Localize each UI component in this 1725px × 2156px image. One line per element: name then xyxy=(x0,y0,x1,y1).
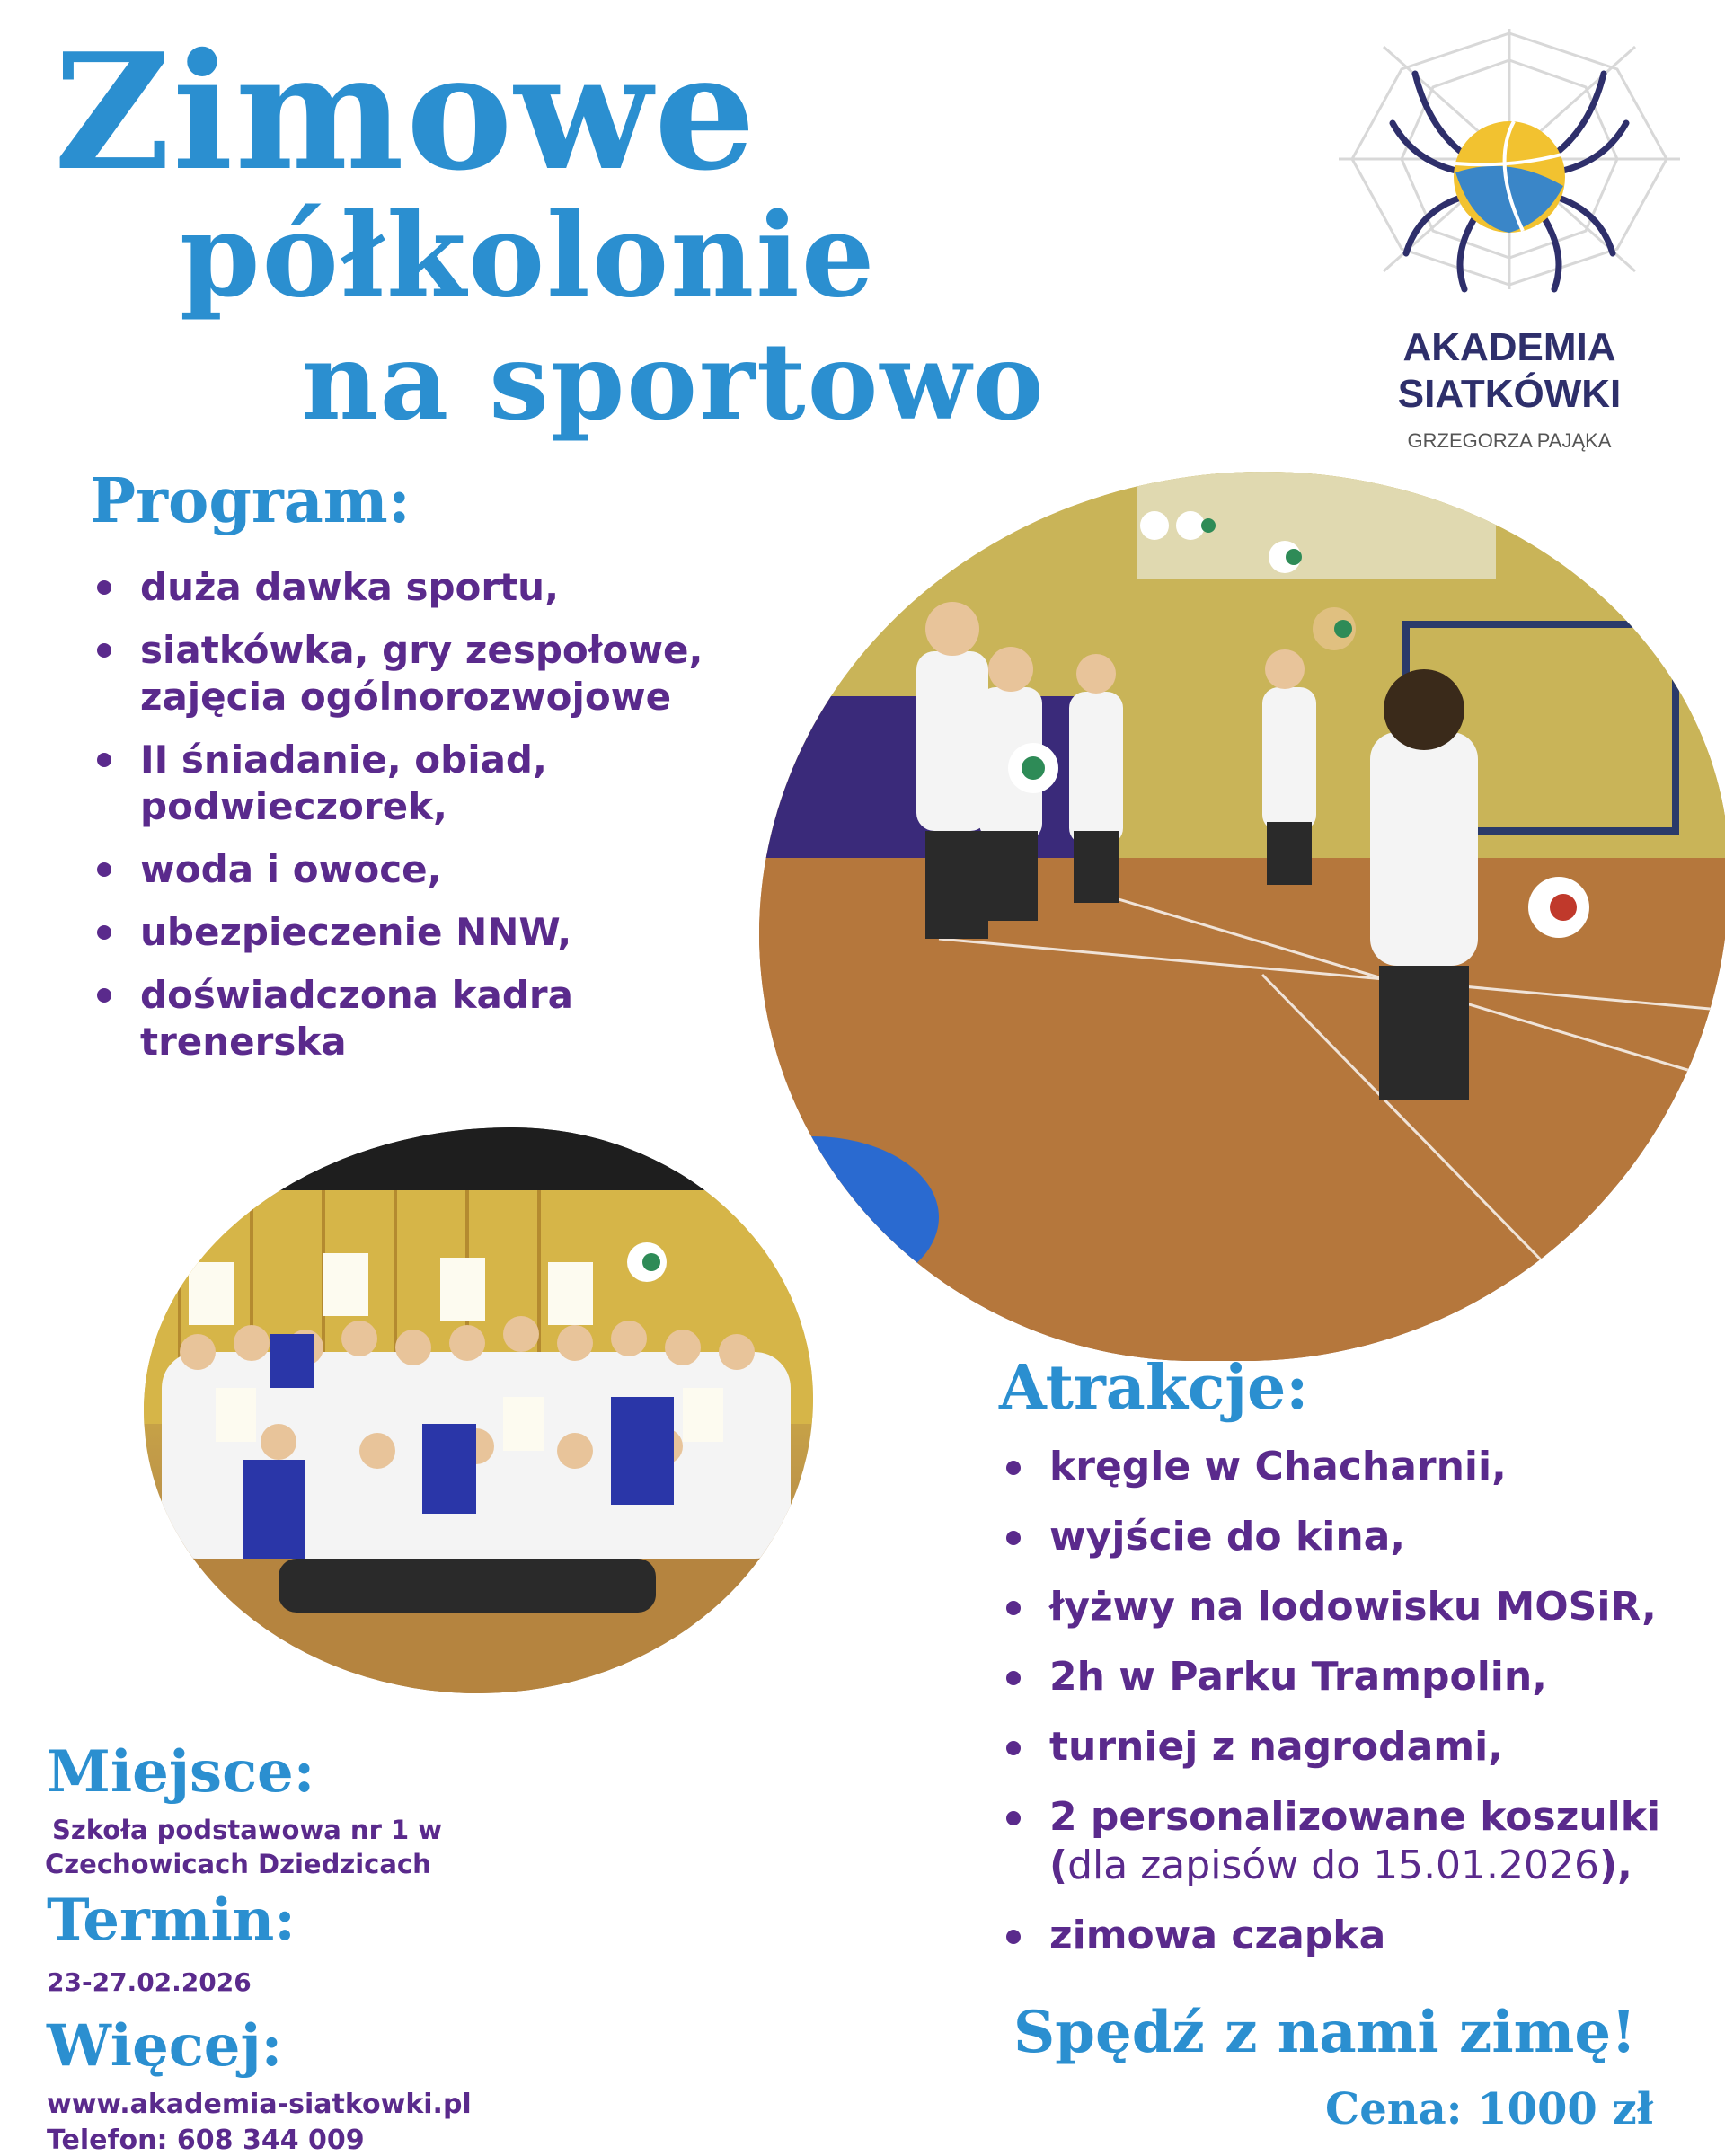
spider-web-volleyball-icon xyxy=(1330,20,1689,316)
program-heading: Program: xyxy=(90,465,411,537)
program-item: siatkówka, gry zespołowe, zajęcia ogólnorozwojowe xyxy=(90,627,773,720)
logo-name-line-2: SIATKÓWKI xyxy=(1397,372,1622,416)
bullet-icon xyxy=(1006,1741,1021,1755)
bullet-icon xyxy=(97,988,111,1003)
bullet-icon xyxy=(97,580,111,595)
bullet-icon xyxy=(1006,1930,1021,1944)
bullet-icon xyxy=(1006,1601,1021,1615)
title-line-1: Zimowe xyxy=(54,18,758,206)
bullet-icon xyxy=(1006,1671,1021,1685)
phone-number[interactable]: Telefon: 608 344 009 xyxy=(47,2125,365,2156)
akademia-logo xyxy=(1330,20,1689,469)
program-item: II śniadanie, obiad, podwieczorek, xyxy=(90,737,773,830)
atrakcje-item: 2h w Parku Trampolin, xyxy=(999,1653,1718,1701)
title-line-2: półkolonie xyxy=(180,189,877,323)
program-item: woda i owoce, xyxy=(90,846,773,893)
bullet-icon xyxy=(97,753,111,767)
group-photo xyxy=(144,1127,813,1693)
atrakcje-item: turniej z nagrodami, xyxy=(999,1723,1718,1772)
bullet-icon xyxy=(97,862,111,877)
bullet-icon xyxy=(97,643,111,658)
program-list xyxy=(90,564,773,1082)
title-line-3: na sportowo xyxy=(301,319,1046,444)
miejsce-line-2: Czechowicach Dziedzicach xyxy=(45,1849,431,1879)
miejsce-heading: Miejsce: xyxy=(47,1738,315,1806)
miejsce-line-1: Szkoła podstawowa nr 1 w xyxy=(52,1815,443,1845)
atrakcje-item: łyżwy na lodowisku MOSiR, xyxy=(999,1583,1718,1631)
program-item: ubezpieczenie NNW, xyxy=(90,909,773,956)
bullet-icon xyxy=(1006,1461,1021,1475)
training-photo xyxy=(759,472,1725,1361)
slogan: Spędź z nami zimę! xyxy=(1013,1999,1637,2066)
price: Cena: 1000 zł xyxy=(1325,2084,1654,2134)
logo-subtitle: GRZEGORZA PAJĄKA xyxy=(1407,429,1612,452)
atrakcje-heading: Atrakcje: xyxy=(999,1352,1309,1424)
termin-value: 23-27.02.2026 xyxy=(47,1967,252,1997)
bullet-icon xyxy=(97,925,111,940)
program-item: doświadczona kadra trenerska xyxy=(90,972,773,1065)
atrakcje-list xyxy=(999,1443,1718,1982)
website-link[interactable]: www.akademia-siatkowki.pl xyxy=(47,2089,472,2120)
termin-heading: Termin: xyxy=(47,1886,296,1954)
atrakcje-note: dla zapisów do 15.01.2026 xyxy=(1067,1842,1600,1888)
logo-name-line-1: AKADEMIA xyxy=(1402,325,1616,369)
atrakcje-item: kręgle w Chacharnii, xyxy=(999,1443,1718,1491)
atrakcje-item: 2 personalizowane koszulki (dla zapisów do 15.01.2026), xyxy=(999,1793,1718,1890)
program-item: duża dawka sportu, xyxy=(90,564,773,611)
bullet-icon xyxy=(1006,1811,1021,1825)
bullet-icon xyxy=(1006,1531,1021,1545)
atrakcje-item: zimowa czapka xyxy=(999,1912,1718,1960)
atrakcje-item: wyjście do kina, xyxy=(999,1513,1718,1561)
wiecej-heading: Więcej: xyxy=(47,2012,283,2080)
